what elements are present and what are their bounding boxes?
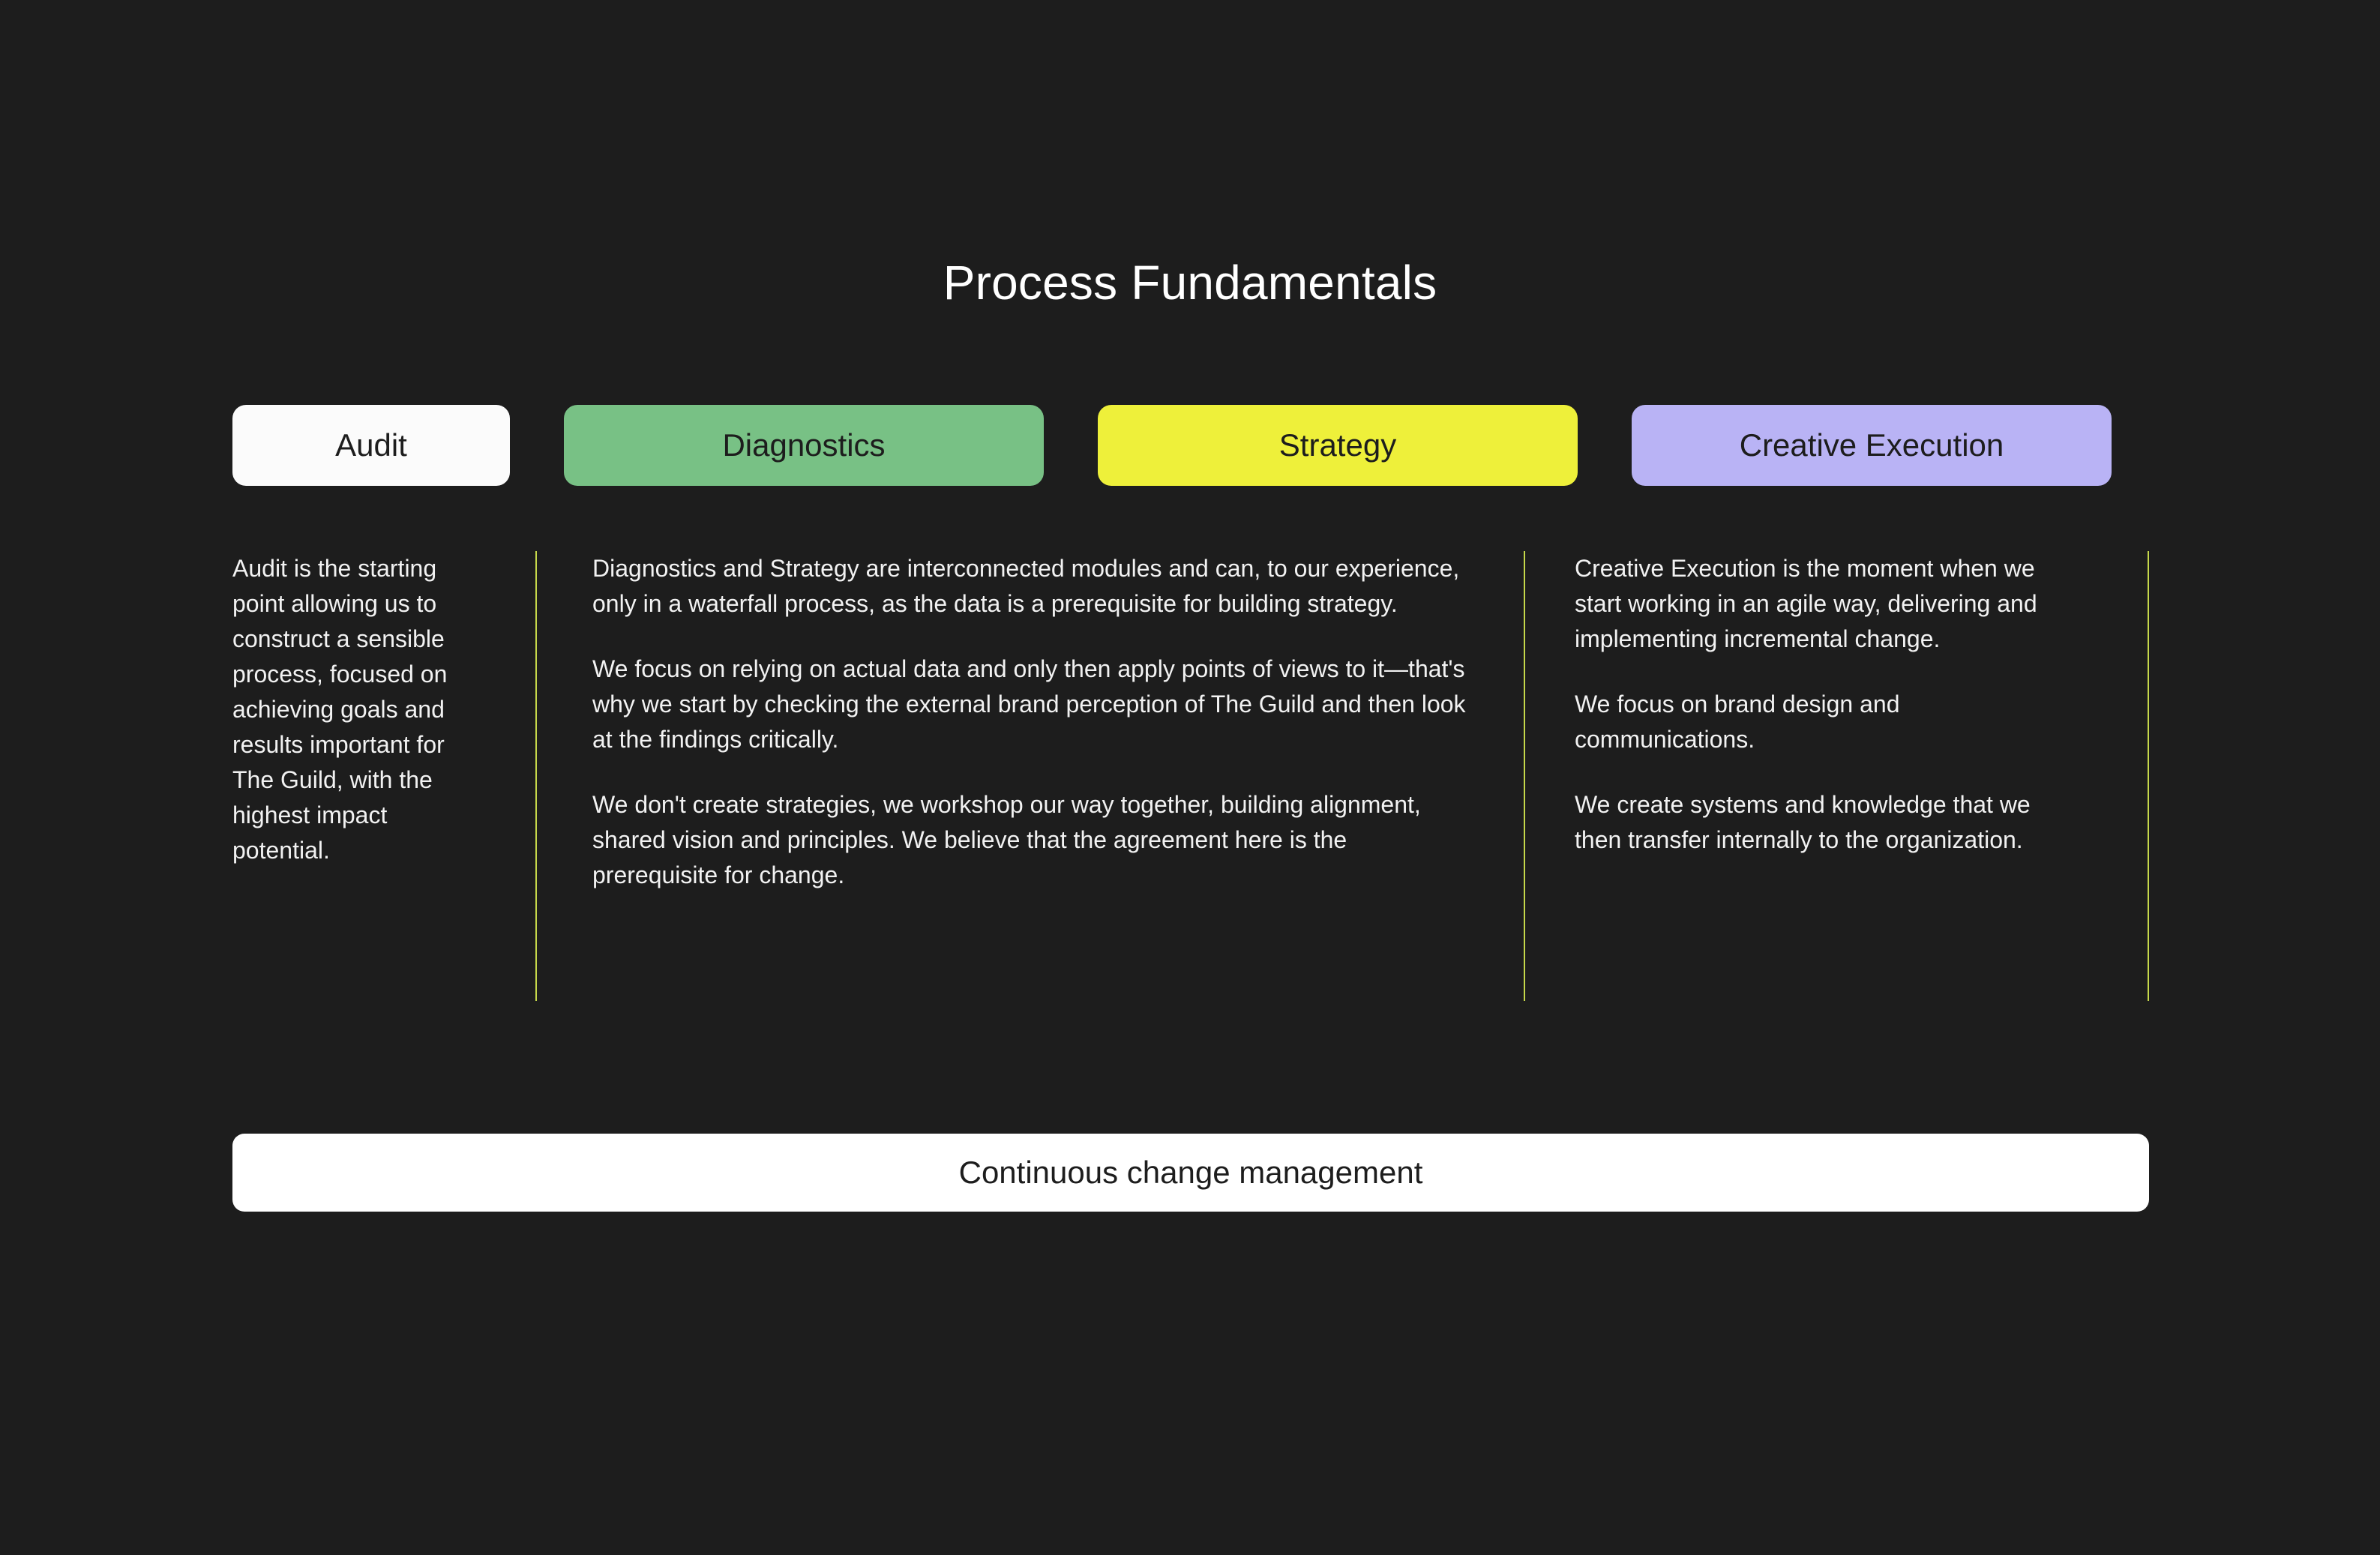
- column-audit-paragraph-1: Audit is the starting point allowing us to construct a sensible process, focused on achieving goals and results important for The Guild, with the highest impact potential.: [232, 555, 448, 864]
- column-diagnostics-paragraph-2: We focus on relying on actual data and only then apply points of views to it—that's why we start by checking the external brand perception of The Guild and then look at the findings critically.: [592, 655, 1466, 753]
- phase-pill-audit-label: Audit: [335, 427, 407, 463]
- column-creative-paragraph-1: Creative Execution is the moment when we start working in an agile way, delivering and implementing incremental change.: [1575, 555, 2037, 652]
- column-diagnostics-strategy: [510, 551, 1524, 893]
- phase-pill-creative-execution-label: Creative Execution: [1739, 427, 2004, 463]
- phase-pill-strategy[interactable]: [1098, 405, 1578, 486]
- column-divider-2: [1524, 551, 1525, 1001]
- page-title: Process Fundamentals: [943, 256, 1437, 310]
- description-columns: [232, 551, 2149, 893]
- column-creative-execution: [1524, 551, 2056, 893]
- phase-pill-diagnostics-label: Diagnostics: [722, 427, 886, 463]
- column-divider-1: [535, 551, 537, 1001]
- phase-pill-row: [232, 405, 2149, 486]
- column-diagnostics-paragraph-1: Diagnostics and Strategy are interconnected modules and can, to our experience, only in a waterfall process, as the data is a prerequisite for building strategy.: [592, 555, 1460, 617]
- phase-pill-audit[interactable]: [232, 405, 510, 486]
- column-audit: [232, 551, 510, 893]
- phase-pill-strategy-label: Strategy: [1278, 427, 1397, 463]
- continuous-change-management-label: Continuous change management: [958, 1155, 1423, 1190]
- column-divider-3: [2148, 551, 2149, 1001]
- phase-pill-creative-execution[interactable]: [1632, 405, 2112, 486]
- continuous-change-management-bar[interactable]: [232, 1134, 2149, 1212]
- column-diagnostics-paragraph-3: We don't create strategies, we workshop our way together, building alignment, shared vision and principles. We believe that the agreement here is the prerequisite for change.: [592, 791, 1421, 888]
- column-creative-paragraph-2: We focus on brand design and communications.: [1575, 691, 1900, 753]
- column-creative-paragraph-3: We create systems and knowledge that we then transfer internally to the organization.: [1575, 791, 2031, 853]
- phase-pill-diagnostics[interactable]: [564, 405, 1044, 486]
